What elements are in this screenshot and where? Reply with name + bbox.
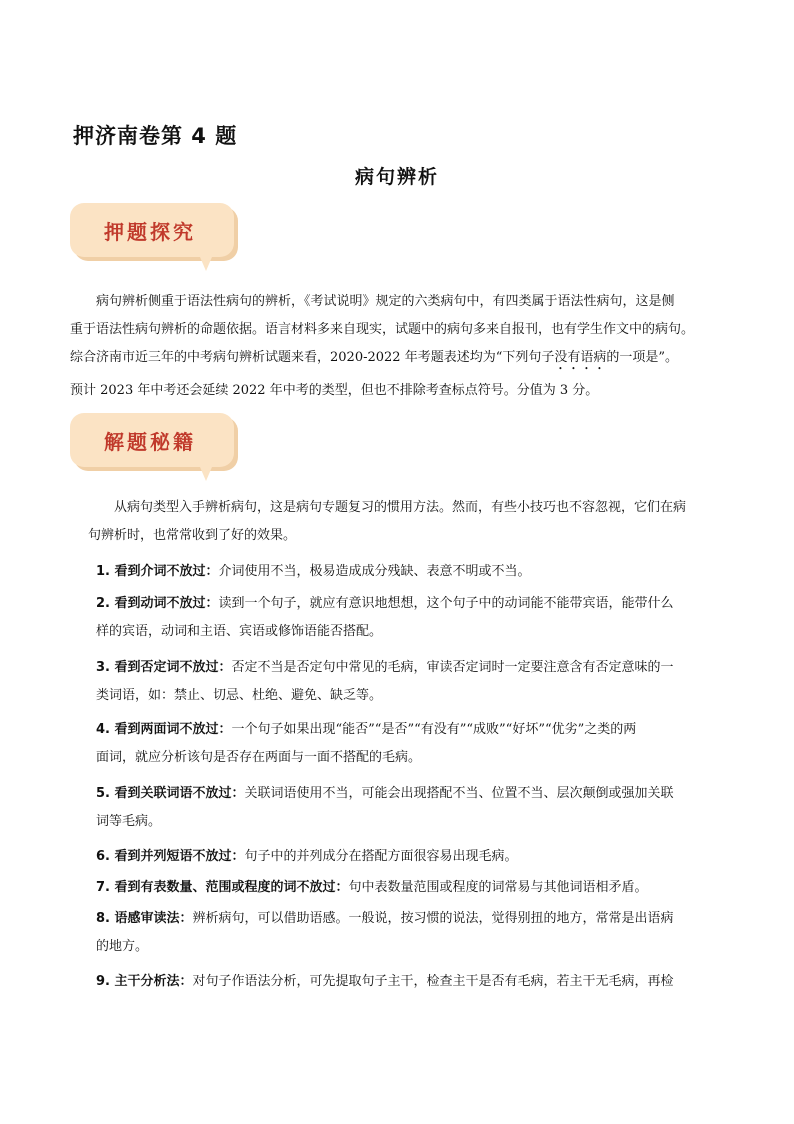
tip-text: 关联词语使用不当，可能会出现搭配不当、位置不当、层次颠倒或强加关联 [244, 786, 674, 801]
para-line: 重于语法性病句辨析的命题依据。语言材料多来自现实，试题中的病句多来自报刊，也有学生作文中的病句。 [70, 322, 695, 337]
tip-text: 的地方。 [96, 939, 149, 954]
tip-title: 3. 看到否定词不放过： [96, 660, 232, 675]
tip-text: 句中表数量范围或程度的词常易与其他词语相矛盾。 [348, 880, 648, 895]
sub-title: 病句辨析 [354, 166, 439, 188]
tip-title: 8. 语感审读法： [96, 911, 193, 926]
tip-text: 辨析病句，可以借助语感。一般说，按习惯的说法，觉得别扭的地方，常常是出语病 [192, 911, 674, 926]
tip-item [70, 654, 732, 710]
tip-text: 否定不当是否定句中常见的毛病，审读否定词时一定要注意含有否定意味的一 [231, 660, 674, 675]
tip-text: 句子中的并列成分在搭配方面很容易出现毛病。 [244, 849, 518, 864]
tip-text: 介词使用不当，极易造成成分残缺、表意不明或不当。 [218, 564, 531, 579]
tip-title: 5. 看到关联词语不放过： [96, 786, 245, 801]
tip-item [70, 558, 732, 586]
tip-text: 样的宾语，动词和主语、宾语或修饰语能否搭配。 [96, 624, 383, 639]
tip-title: 7. 看到有表数量、范围或程度的词不放过： [96, 880, 349, 895]
tip-title: 2. 看到动词不放过： [96, 596, 219, 611]
main-title: 押济南卷第 4 题 [73, 124, 238, 148]
tip-item [70, 874, 732, 902]
tips-intro [88, 494, 732, 550]
tip-text: 对句子作语法分析，可先提取句子主干，检查主干是否有毛病，若主干无毛病，再检 [192, 974, 674, 989]
tip-text: 读到一个句子，就应有意识地想想，这个句子中的动词能不能带宾语，能带什么 [218, 596, 674, 611]
tip-title: 9. 主干分析法： [96, 974, 193, 989]
tip-title: 4. 看到两面词不放过： [96, 722, 232, 737]
tip-item [70, 905, 732, 961]
para-line: 预计 2023 年中考还会延续 2022 年中考的类型，但也不排除考查标点符号。分值为 3 分。 [70, 383, 599, 398]
tip-item [70, 843, 732, 871]
emphasis-text: 没有语病 [554, 350, 607, 365]
tip-text: 面词，就应分析该句是否存在两面与一面不搭配的毛病。 [96, 750, 422, 765]
badge-label: 解题秘籍 [104, 430, 196, 454]
para-line: 病句辨析侧重于语法性病句的辨析，《考试说明》规定的六类病句中，有四类属于语法性病句，这是侧 [96, 294, 675, 309]
badge-label: 押题探究 [104, 220, 196, 244]
tip-text: 一个句子如果出现“能否”“是否”“有没有”“成败”“好坏”“优劣”之类的两 [231, 722, 637, 737]
para-line: 的一项是”。 [606, 350, 679, 365]
para-line: 综合济南市近三年的中考病句辨析试题来看，2020-2022 年考题表述均为“下列句子 [70, 350, 555, 365]
intro-line: 从病句类型入手辨析病句，这是病句专题复习的惯用方法。然而，有些小技巧也不容忽视，它们在病 [114, 500, 687, 515]
tip-item [70, 968, 732, 996]
tip-text: 类词语，如：禁止、切忌、杜绝、避免、缺乏等。 [96, 688, 383, 703]
section-badge-explore [70, 203, 240, 265]
section-badge-tips [70, 413, 240, 475]
tip-title: 1. 看到介词不放过： [96, 564, 219, 579]
tip-item [70, 716, 732, 772]
intro-paragraph [70, 288, 732, 405]
intro-line: 句辨析时，也常常收到了好的效果。 [88, 528, 297, 543]
tip-title: 6. 看到并列短语不放过： [96, 849, 245, 864]
tip-item [70, 590, 732, 646]
tip-text: 词等毛病。 [96, 814, 162, 829]
tip-item [70, 780, 732, 836]
